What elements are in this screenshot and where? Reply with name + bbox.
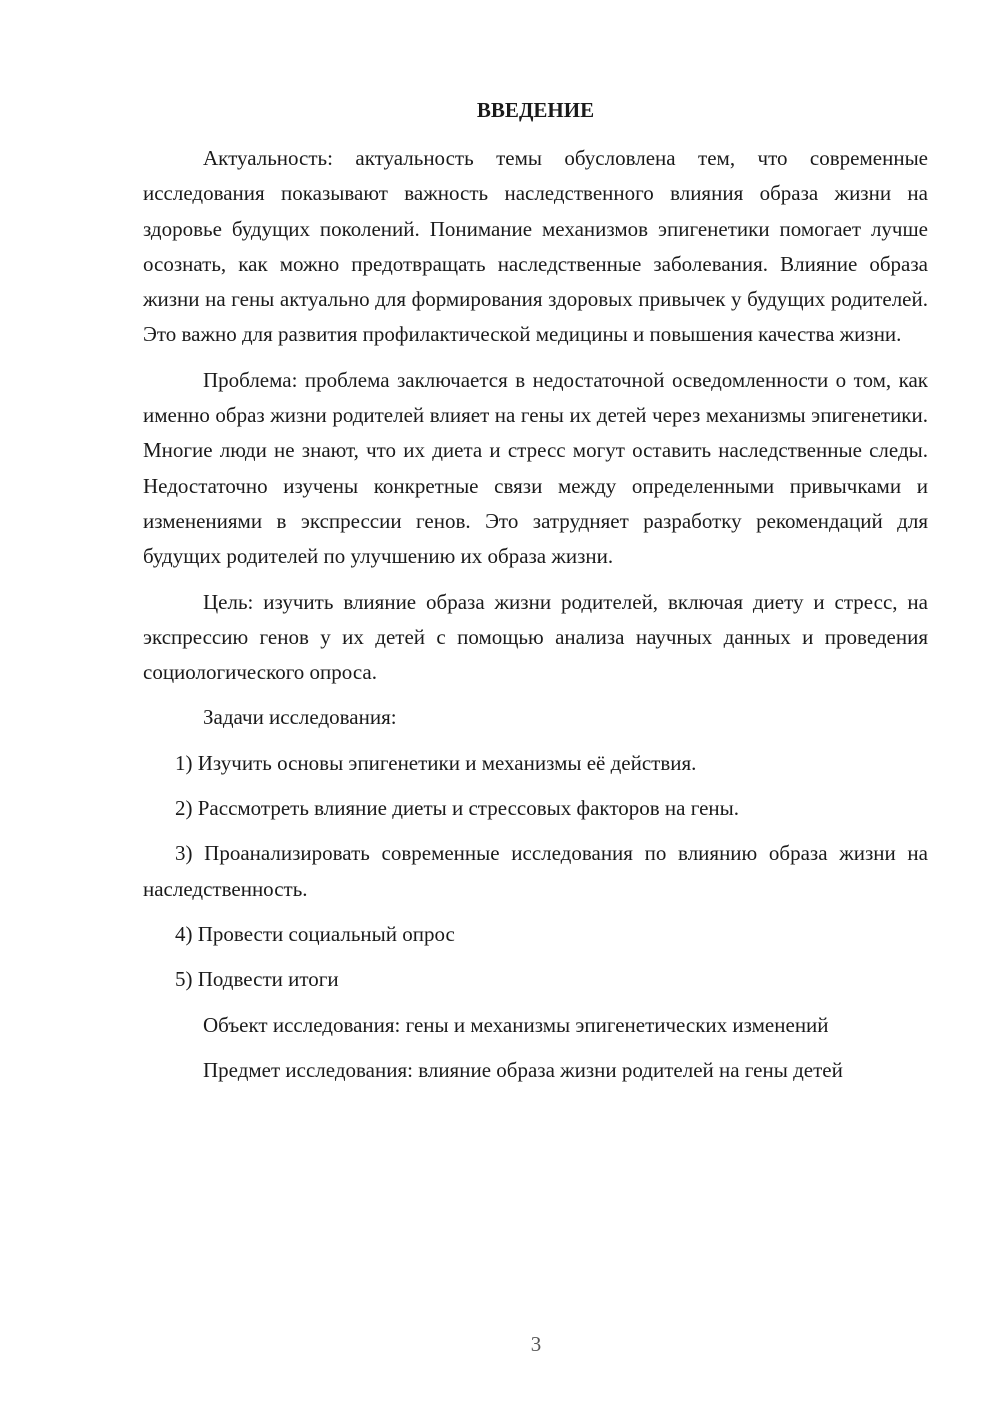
task-item-2: 2) Рассмотреть влияние диеты и стрессовых факторов на гены.	[175, 796, 739, 821]
task-item-4: 4) Провести социальный опрос	[175, 921, 455, 946]
task-item-5: 5) Подвести итоги	[175, 967, 339, 992]
task-item-3: 3) Проанализировать современные исследования по влиянию образа жизни на наследственность.	[143, 841, 928, 901]
subject-paragraph: Предмет исследования: влияние образа жизни родителей на гены детей	[203, 1057, 843, 1082]
page-number: 3	[530, 1332, 542, 1356]
page-title: ВВЕДЕНИЕ	[476, 98, 595, 122]
object-paragraph: Объект исследования: гены и механизмы эпигенетических изменений	[203, 1012, 829, 1037]
document-body	[143, 93, 928, 1098]
problem-paragraph: Проблема: проблема заключается в недостаточной осведомленности о том, как именно образ жизни родителей влияет на гены их детей через механизмы эпигенетики. Многие люди не знают, что их диета и стресс могут оставить наследственные следы. Недостаточно изучены конкретные связи между определенными привычками и изменениями в экспрессии генов. Это затрудняет разработку рекомендаций для будущих родителей по улучшению их образа жизни.	[143, 367, 928, 569]
tasks-heading: Задачи исследования:	[203, 705, 397, 730]
task-item-1: 1) Изучить основы эпигенетики и механизмы её действия.	[175, 750, 697, 775]
relevance-paragraph: Актуальность: актуальность темы обусловлена тем, что современные исследования показывают важность наследственного влияния образа жизни на здоровье будущих поколений. Понимание механизмов эпигенетики помогает лучше осознать, как можно предотвращать наследственные заболевания. Влияние образа жизни на гены актуально для формирования здоровых привычек у будущих родителей. Это важно для развития профилактической медицины и повышения качества жизни.	[143, 146, 928, 347]
goal-paragraph: Цель: изучить влияние образа жизни родителей, включая диету и стресс, на экспрессию генов у их детей с помощью анализа научных данных и проведения социологического опроса.	[143, 589, 928, 685]
